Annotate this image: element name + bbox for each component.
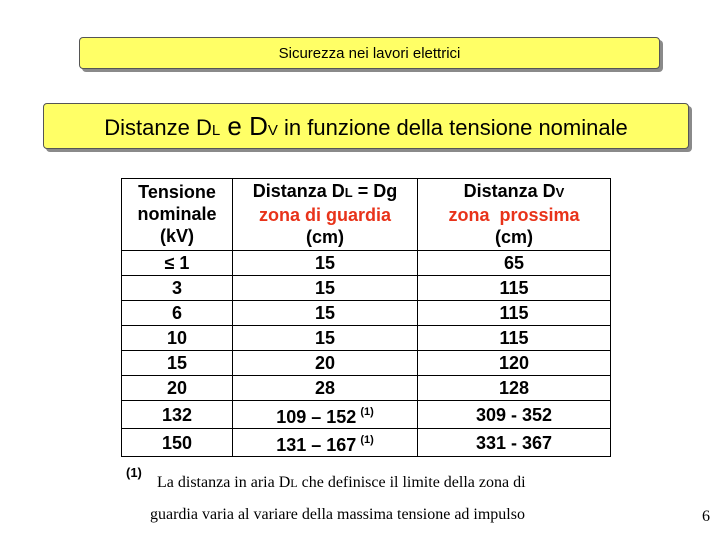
- cell-dv: 115: [418, 276, 611, 301]
- cell-tension: 3: [122, 276, 233, 301]
- cell-dl-value: 15: [314, 253, 336, 273]
- footnote-line1: [157, 474, 526, 492]
- cell-dv: 331 - 367: [418, 429, 611, 457]
- header-dl-line1a: Distanza D: [252, 181, 345, 201]
- cell-dv: 65: [418, 251, 611, 276]
- header-dv-line1a: Distanza D: [463, 181, 556, 201]
- cell-tension: 20: [122, 376, 233, 401]
- header-dl-line1b: = Dg: [352, 181, 398, 201]
- cell-dv: 120: [418, 351, 611, 376]
- footnote-mark: (1): [126, 465, 142, 480]
- header-tension: [122, 179, 233, 251]
- table-row: [122, 326, 611, 351]
- table-body: [122, 251, 611, 457]
- cell-tension: ≤ 1: [122, 251, 233, 276]
- header-dl-sub: L: [344, 185, 353, 200]
- table-row: [122, 351, 611, 376]
- cell-dl: [233, 326, 418, 351]
- cell-dv: 115: [418, 326, 611, 351]
- table-row: [122, 251, 611, 276]
- cell-dl: [233, 276, 418, 301]
- title-sub2: V: [267, 121, 278, 139]
- title-part1: Distanze D: [104, 114, 212, 140]
- header-tension-line2: nominale: [137, 204, 217, 224]
- header-banner-text: Sicurezza nei lavori elettrici: [278, 44, 461, 62]
- cell-dl: [233, 351, 418, 376]
- table-row: [122, 301, 611, 326]
- cell-dv: 128: [418, 376, 611, 401]
- title-part4: in funzione della tensione nominale: [277, 114, 628, 140]
- cell-dl-note: (1): [360, 406, 374, 418]
- cell-dl: [233, 301, 418, 326]
- footnote-line1b: che definisce il limite della zona di: [297, 474, 526, 491]
- table-row: [122, 401, 611, 429]
- header-dv-line2: zona prossima: [448, 205, 580, 225]
- table-row: [122, 376, 611, 401]
- title-part2: e: [220, 110, 250, 141]
- table-row: [122, 276, 611, 301]
- header-dv-sub: V: [555, 185, 565, 200]
- cell-dl-value: 15: [314, 303, 336, 323]
- footnote-line1a: La distanza in aria D: [157, 474, 291, 491]
- cell-dv: 309 - 352: [418, 401, 611, 429]
- cell-dl-value: 28: [314, 378, 336, 398]
- header-banner: [79, 37, 660, 69]
- header-dl-line3: (cm): [305, 227, 344, 247]
- footnote-line1-sub: L: [290, 476, 298, 490]
- header-tension-line3: (kV): [159, 226, 194, 246]
- header-dl: [233, 179, 418, 251]
- cell-dl-value: 15: [314, 328, 336, 348]
- cell-dl-value: 20: [314, 353, 336, 373]
- cell-dv: 115: [418, 301, 611, 326]
- cell-dl: [233, 401, 418, 429]
- cell-tension: 15: [122, 351, 233, 376]
- footnote-line2: guardia varia al variare della massima tensione ad impulso: [150, 506, 525, 523]
- cell-dl: [233, 429, 418, 457]
- table-header-row: [122, 179, 611, 251]
- header-dl-line2: zona di guardia: [258, 205, 391, 225]
- cell-dl: [233, 376, 418, 401]
- header-dv-line3: (cm): [494, 227, 533, 247]
- header-tension-line1: Tensione: [138, 182, 216, 202]
- table-row: [122, 429, 611, 457]
- page-number: 6: [702, 508, 710, 525]
- header-dv: [418, 179, 611, 251]
- title-sub1: L: [211, 121, 221, 139]
- title-part3: D: [249, 110, 268, 141]
- cell-dl-note: (1): [360, 434, 374, 446]
- cell-tension: 10: [122, 326, 233, 351]
- cell-tension: 150: [122, 429, 233, 457]
- title-text: [104, 111, 627, 142]
- slide-title: [43, 103, 689, 149]
- cell-dl: [233, 251, 418, 276]
- cell-dl-value: 131 – 167: [276, 435, 357, 455]
- cell-dl-value: 109 – 152: [276, 407, 357, 427]
- distances-table: [121, 178, 611, 457]
- cell-dl-value: 15: [314, 278, 336, 298]
- cell-tension: 6: [122, 301, 233, 326]
- cell-tension: 132: [122, 401, 233, 429]
